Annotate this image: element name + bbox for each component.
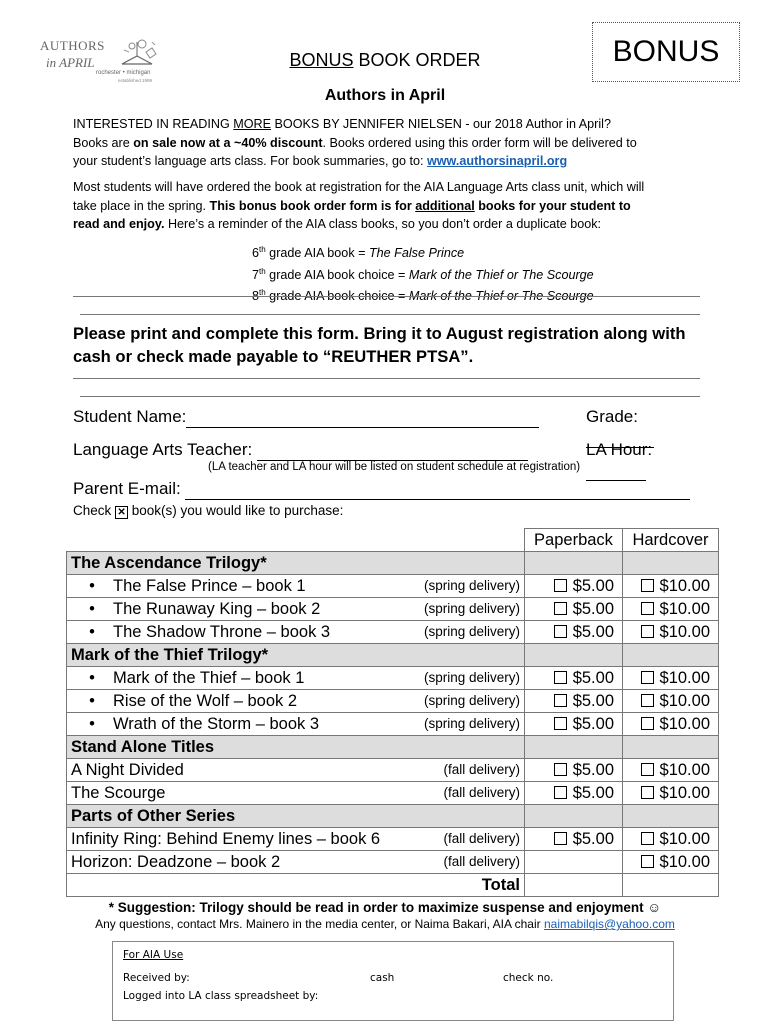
book-name: A Night Divided bbox=[71, 761, 184, 779]
divider bbox=[80, 396, 700, 397]
paperback-checkbox[interactable] bbox=[554, 717, 567, 730]
logo-established: established 1999 bbox=[118, 78, 153, 83]
email-field[interactable] bbox=[185, 479, 690, 500]
book-row: Infinity Ring: Behind Enemy lines – book 6 (fall delivery) $5.00 $10.00 bbox=[67, 828, 719, 851]
intro-text-3: Books are bbox=[73, 135, 134, 150]
hardcover-checkbox[interactable] bbox=[641, 763, 654, 776]
instructions: Please print and complete this form. Bring it to August registration along with cash or check made payable to “REUTHER PTSA”. bbox=[73, 324, 686, 366]
cash-label: cash bbox=[370, 972, 395, 984]
divider bbox=[80, 314, 700, 315]
section-title: Parts of Other Series bbox=[67, 805, 525, 828]
title-rest: BOOK ORDER bbox=[353, 50, 481, 70]
header-blank bbox=[67, 529, 525, 552]
check-no-label: check no. bbox=[503, 972, 554, 984]
section-row bbox=[67, 736, 719, 759]
paperback-empty-cell bbox=[525, 851, 623, 874]
intro-text-4: . Books ordered using this order form will be delivered to bbox=[322, 135, 637, 150]
para2-bold-2: books for your student to bbox=[474, 198, 631, 213]
hardcover-checkbox[interactable] bbox=[641, 625, 654, 638]
book-row: Horizon: Deadzone – book 2 (fall delivery) $10.00 bbox=[67, 851, 719, 874]
paperback-header: Paperback bbox=[525, 529, 623, 552]
contact-text: Any questions, contact Mrs. Mainero in the media center, or Naima Bakari, AIA chair bbox=[95, 917, 544, 931]
book-row: • Mark of the Thief – book 1 (spring delivery) $5.00 $10.00 bbox=[67, 667, 719, 690]
intro-text-2: BOOKS BY JENNIFER NIELSEN - our 2018 Author in April? bbox=[271, 117, 611, 131]
hardcover-checkbox[interactable] bbox=[641, 832, 654, 845]
paperback-checkbox[interactable] bbox=[554, 694, 567, 707]
website-link[interactable]: www.authorsinapril.org bbox=[426, 154, 568, 168]
book-name: Mark of the Thief – book 1 bbox=[113, 669, 305, 687]
book-name: The Runaway King – book 2 bbox=[113, 600, 321, 618]
intro-text-5: your student’s language arts class. For book summaries, go to: bbox=[73, 154, 427, 168]
check-text-2: book(s) you would like to purchase: bbox=[128, 503, 344, 518]
book-name: Horizon: Deadzone – book 2 bbox=[71, 853, 281, 871]
grade-item: 6th grade AIA book = The False Prince bbox=[252, 245, 465, 261]
paperback-checkbox[interactable] bbox=[554, 579, 567, 592]
read-enjoy: read and enjoy. bbox=[73, 217, 165, 231]
total-label: Total bbox=[67, 874, 525, 897]
book-name: Wrath of the Storm – book 3 bbox=[113, 715, 320, 733]
section-title: The Ascendance Trilogy* bbox=[67, 552, 525, 575]
registration-paragraph bbox=[73, 178, 713, 234]
paperback-checkbox[interactable] bbox=[554, 786, 567, 799]
hardcover-checkbox[interactable] bbox=[641, 579, 654, 592]
logo-line2: in APRIL bbox=[46, 55, 95, 70]
book-name: Infinity Ring: Behind Enemy lines – book 6 bbox=[71, 830, 381, 848]
hardcover-checkbox[interactable] bbox=[641, 717, 654, 730]
email-label: Parent E-mail: bbox=[73, 479, 181, 498]
paperback-checkbox[interactable] bbox=[554, 602, 567, 615]
page-subtitle: Authors in April bbox=[324, 87, 446, 104]
student-name-row bbox=[73, 407, 703, 428]
para2-text-2: Here’s a reminder of the AIA class books, so you don’t order a duplicate book: bbox=[164, 217, 602, 231]
total-hardcover[interactable] bbox=[623, 874, 719, 897]
divider bbox=[73, 378, 700, 379]
hardcover-header: Hardcover bbox=[623, 529, 719, 552]
hardcover-checkbox[interactable] bbox=[641, 786, 654, 799]
section-title: Mark of the Thief Trilogy* bbox=[67, 644, 525, 667]
grade-item: 7th grade AIA book choice = Mark of the Thief or The Scourge bbox=[252, 266, 594, 282]
hardcover-checkbox[interactable] bbox=[641, 671, 654, 684]
title-bonus: BONUS bbox=[289, 50, 354, 70]
total-row bbox=[67, 874, 719, 897]
hardcover-checkbox[interactable] bbox=[641, 602, 654, 615]
la-hour-field[interactable] bbox=[586, 460, 646, 481]
book-name: The False Prince – book 1 bbox=[113, 577, 306, 595]
book-row: • The Shadow Throne – book 3 (spring delivery) $5.00 $10.00 bbox=[67, 621, 719, 644]
logo-line1: AUTHORS bbox=[40, 38, 105, 53]
received-by-label: Received by: bbox=[123, 972, 190, 984]
intro-text: INTERESTED IN READING bbox=[73, 117, 234, 131]
book-row: The Scourge (fall delivery) $5.00 $10.00 bbox=[67, 782, 719, 805]
contact-line bbox=[0, 917, 770, 931]
section-title: Stand Alone Titles bbox=[67, 736, 525, 759]
teacher-label: Language Arts Teacher: bbox=[73, 440, 253, 459]
order-table bbox=[66, 528, 719, 897]
divider bbox=[73, 296, 700, 297]
book-name: The Shadow Throne – book 3 bbox=[113, 623, 331, 641]
book-name: Rise of the Wolf – book 2 bbox=[113, 692, 298, 710]
book-row: • The False Prince – book 1 (spring delivery) $5.00 $10.00 bbox=[67, 575, 719, 598]
teacher-note: (LA teacher and LA hour will be listed on student schedule at registration) bbox=[208, 461, 581, 473]
para2-text: take place in the spring. bbox=[73, 198, 210, 213]
page-title bbox=[0, 50, 770, 71]
book-name: The Scourge bbox=[71, 784, 166, 802]
para2-line1: Most students will have ordered the book at registration for the AIA Language Arts class unit, which will bbox=[73, 180, 645, 194]
paperback-checkbox[interactable] bbox=[554, 671, 567, 684]
check-instruction bbox=[73, 503, 343, 519]
checked-box-icon: ✕ bbox=[115, 506, 128, 519]
intro-paragraph bbox=[73, 115, 713, 171]
additional-text: additional bbox=[415, 198, 475, 213]
paperback-checkbox[interactable] bbox=[554, 763, 567, 776]
grade-item: 8th grade AIA book choice = Mark of the Thief or The Scourge bbox=[252, 288, 594, 304]
section-row bbox=[67, 644, 719, 667]
hardcover-checkbox[interactable] bbox=[641, 855, 654, 868]
grade-label: Grade: bbox=[586, 407, 638, 426]
student-name-field[interactable] bbox=[186, 407, 539, 428]
table-header-row bbox=[67, 529, 719, 552]
intro-more: MORE bbox=[233, 117, 272, 131]
hardcover-checkbox[interactable] bbox=[641, 694, 654, 707]
teacher-field[interactable] bbox=[257, 440, 528, 461]
check-text: Check bbox=[73, 503, 116, 518]
book-row: • The Runaway King – book 2 (spring delivery) $5.00 $10.00 bbox=[67, 598, 719, 621]
section-row bbox=[67, 552, 719, 575]
aia-use-box bbox=[112, 941, 674, 1021]
book-row: • Wrath of the Storm – book 3 (spring delivery) $5.00 $10.00 bbox=[67, 713, 719, 736]
book-row: A Night Divided (fall delivery) $5.00 $10.00 bbox=[67, 759, 719, 782]
la-hour-label: LA Hour: bbox=[586, 440, 653, 459]
paperback-checkbox[interactable] bbox=[554, 832, 567, 845]
logged-label: Logged into LA class spreadsheet by: bbox=[123, 990, 319, 1002]
suggestion-note: * Suggestion: Trilogy should be read in order to maximize suspense and enjoyment ☺ bbox=[108, 900, 662, 915]
student-name-label: Student Name: bbox=[73, 407, 187, 426]
email-row bbox=[73, 479, 703, 500]
sale-text: on sale now at a ~40% discount bbox=[133, 135, 323, 150]
total-paperback[interactable] bbox=[525, 874, 623, 897]
para2-bold: This bonus book order form is for bbox=[209, 198, 416, 213]
contact-email-link[interactable]: naimabilqis@yahoo.com bbox=[543, 917, 675, 931]
aia-use-title: For AIA Use bbox=[123, 949, 184, 961]
teacher-row bbox=[73, 440, 703, 461]
book-row: • Rise of the Wolf – book 2 (spring delivery) $5.00 $10.00 bbox=[67, 690, 719, 713]
section-row bbox=[67, 805, 719, 828]
logo-tagline: rochester • michigan bbox=[96, 70, 151, 76]
paperback-checkbox[interactable] bbox=[554, 625, 567, 638]
bonus-label: BONUS bbox=[592, 22, 740, 82]
